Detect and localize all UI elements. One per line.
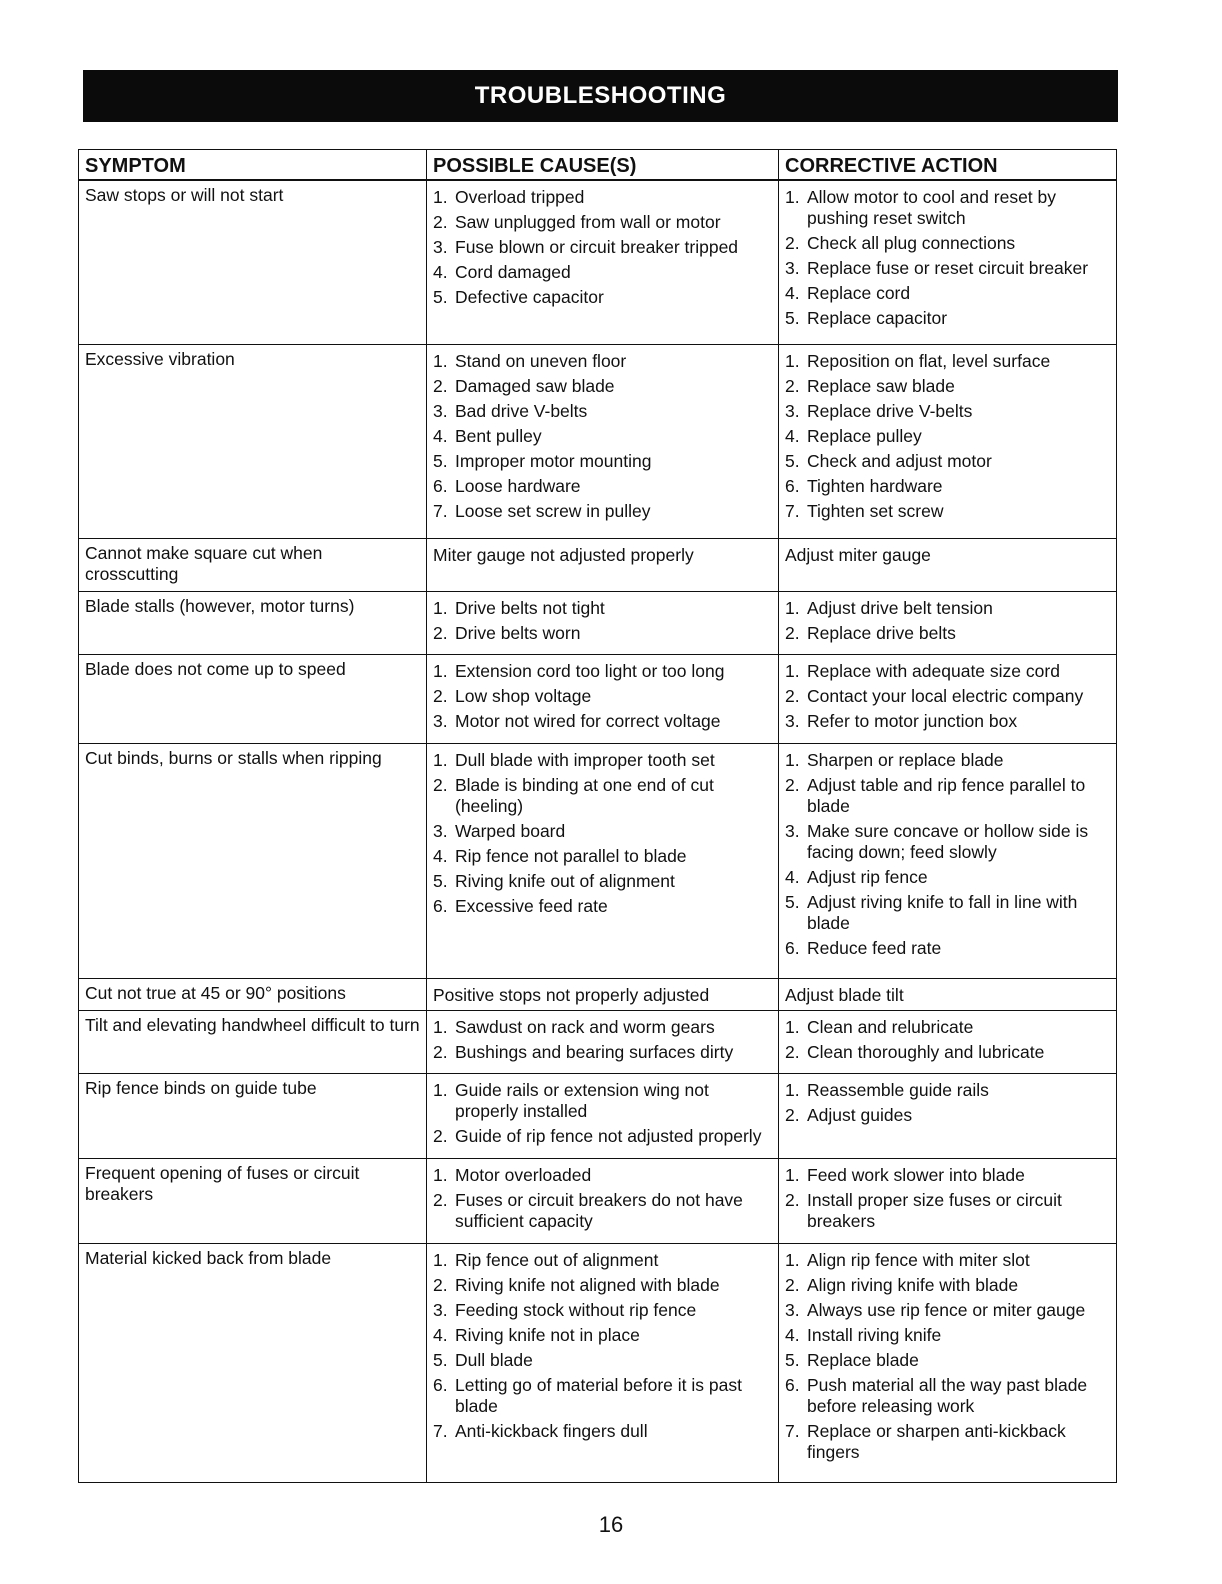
cause-list-item [433, 451, 772, 472]
symptom-cell: Tilt and elevating handwheel difficult to turn [79, 1011, 427, 1074]
cause-cell [427, 978, 779, 1011]
cause-text: Miter gauge not adjusted properly [433, 545, 694, 566]
action-list [785, 750, 1110, 959]
cause-list-item [433, 351, 772, 372]
action-text: Reduce feed rate [807, 938, 942, 959]
cause-list-item [433, 1126, 772, 1147]
symptom-cell: Blade does not come up to speed [79, 654, 427, 743]
action-cell [779, 978, 1117, 1011]
item-number: 2. [785, 1042, 800, 1063]
cause-list-item [433, 1421, 772, 1442]
cause-text: Dull blade [455, 1350, 533, 1371]
item-number: 1. [785, 660, 800, 681]
action-text: Tighten hardware [807, 475, 943, 496]
page-number: 16 [598, 1512, 624, 1537]
item-number: 4. [433, 262, 448, 282]
cause-list-item [433, 1275, 772, 1296]
item-number: 3. [785, 710, 800, 731]
action-text: Always use rip fence or miter gauge [807, 1300, 1086, 1321]
item-number: 4. [785, 867, 800, 888]
action-text: Adjust table and rip fence parallel to blade [807, 775, 1086, 817]
symptom-cell: Saw stops or will not start [79, 180, 427, 344]
action-text: Adjust rip fence [807, 867, 928, 888]
action-cell [779, 1244, 1117, 1483]
item-number: 2. [433, 1190, 448, 1211]
table-row [79, 1011, 1117, 1074]
cause-list-item [433, 711, 772, 732]
item-number: 2. [433, 375, 448, 396]
symptom-cell: Frequent opening of fuses or circuit breakers [79, 1159, 427, 1244]
action-text: Push material all the way past blade before releasing work [807, 1375, 1088, 1417]
action-text: Replace blade [807, 1350, 919, 1371]
item-number: 2. [433, 775, 448, 796]
cause-list-item [433, 262, 772, 283]
action-list-item [785, 938, 1110, 959]
cause-text: Riving knife not in place [455, 1325, 640, 1346]
cause-text: Drive belts worn [455, 622, 581, 643]
action-text: Refer to motor junction box [807, 710, 1018, 731]
cause-cell [427, 180, 779, 344]
cause-text: Extension cord too light or too long [455, 660, 725, 681]
action-list-item [785, 1017, 1110, 1038]
action-text: Check all plug connections [807, 233, 1016, 253]
action-list [785, 1250, 1110, 1463]
cause-list-item [433, 237, 772, 258]
cause-list [433, 598, 772, 644]
item-number: 2. [785, 375, 800, 396]
item-number: 1. [785, 187, 800, 207]
table-body [79, 180, 1117, 1483]
item-number: 6. [785, 475, 800, 496]
item-number: 3. [433, 1300, 448, 1321]
item-number: 2. [785, 1105, 800, 1126]
table-row [79, 1244, 1117, 1483]
cause-list-item [433, 686, 772, 707]
cause-list [433, 187, 772, 308]
cause-list [433, 661, 772, 732]
action-text: Reassemble guide rails [807, 1080, 989, 1101]
action-list [785, 351, 1110, 522]
action-list-item [785, 1250, 1110, 1271]
item-number: 1. [785, 1250, 800, 1271]
item-number: 1. [785, 597, 800, 618]
item-number: 2. [785, 1190, 800, 1211]
action-text: Tighten set screw [807, 500, 944, 521]
cause-text: Defective capacitor [455, 287, 604, 307]
table-row [79, 978, 1117, 1011]
table-row [79, 591, 1117, 654]
table-row [79, 344, 1117, 538]
cause-text: Fuse blown or circuit breaker tripped [455, 237, 739, 257]
cause-list [433, 750, 772, 917]
table-row [79, 180, 1117, 344]
action-cell [779, 539, 1117, 592]
cause-list-item [433, 1375, 772, 1417]
cause-text: Rip fence not parallel to blade [455, 846, 687, 867]
symptom-cell: Cut binds, burns or stalls when ripping [79, 744, 427, 978]
cause-list [433, 1017, 772, 1063]
action-text: Replace cord [807, 283, 911, 303]
cause-text: Anti-kickback fingers dull [455, 1421, 648, 1442]
action-list [785, 1080, 1110, 1126]
action-text: Replace with adequate size cord [807, 660, 1060, 681]
cause-text: Drive belts not tight [455, 597, 605, 618]
cause-cell [427, 654, 779, 743]
action-cell [779, 1074, 1117, 1159]
item-number: 4. [433, 846, 448, 867]
cause-text: Riving knife not aligned with blade [455, 1275, 720, 1296]
item-number: 5. [785, 1350, 800, 1371]
cause-text: Overload tripped [455, 187, 585, 207]
item-number: 1. [433, 660, 448, 681]
action-text: Sharpen or replace blade [807, 750, 1004, 771]
action-text: Align rip fence with miter slot [807, 1250, 1030, 1271]
cause-list-item [433, 821, 772, 842]
action-list-item [785, 1042, 1110, 1063]
action-list-item [785, 1080, 1110, 1101]
cause-list-item [433, 187, 772, 208]
item-number: 1. [433, 1250, 448, 1271]
action-text: Replace drive V-belts [807, 400, 973, 421]
cause-text: Loose set screw in pulley [455, 500, 651, 521]
table-header-row [79, 150, 1117, 181]
action-list-item [785, 623, 1110, 644]
item-number: 3. [785, 821, 800, 842]
action-cell [779, 591, 1117, 654]
table-row [79, 539, 1117, 592]
action-list-item [785, 351, 1110, 372]
action-text: Adjust riving knife to fall in line with blade [807, 892, 1078, 934]
cause-text: Loose hardware [455, 475, 581, 496]
item-number: 6. [433, 475, 448, 496]
item-number: 1. [785, 1080, 800, 1101]
item-number: 2. [785, 622, 800, 643]
cause-list [433, 351, 772, 522]
action-list-item [785, 451, 1110, 472]
item-number: 2. [433, 622, 448, 643]
item-number: 2. [433, 1126, 448, 1147]
action-list-item [785, 1350, 1110, 1371]
item-number: 4. [785, 425, 800, 446]
action-cell [779, 1159, 1117, 1244]
action-text: Make sure concave or hollow side is facing down; feed slowly [807, 821, 1089, 863]
cause-text: Riving knife out of alignment [455, 871, 675, 892]
action-list-item [785, 401, 1110, 422]
action-list-item [785, 892, 1110, 934]
item-number: 1. [433, 187, 448, 207]
symptom-cell: Excessive vibration [79, 344, 427, 538]
troubleshooting-table [78, 149, 1117, 1483]
cause-list-item [433, 1165, 772, 1186]
cause-list-item [433, 212, 772, 233]
cause-text: Motor not wired for correct voltage [455, 710, 721, 731]
cause-text: Rip fence out of alignment [455, 1250, 659, 1271]
cause-text: Bad drive V-belts [455, 400, 588, 421]
cause-list-item [433, 846, 772, 867]
action-text: Contact your local electric company [807, 685, 1084, 706]
action-cell [779, 180, 1117, 344]
item-number: 5. [433, 1350, 448, 1371]
cause-list-item [433, 750, 772, 771]
action-list-item [785, 711, 1110, 732]
item-number: 2. [785, 233, 800, 253]
table-row [79, 1074, 1117, 1159]
action-text: Adjust guides [807, 1105, 913, 1126]
cause-list-item [433, 287, 772, 308]
item-number: 1. [433, 1165, 448, 1186]
action-list [785, 598, 1110, 644]
action-text: Align riving knife with blade [807, 1275, 1019, 1296]
symptom-cell: Cut not true at 45 or 90° positions [79, 978, 427, 1011]
cause-list [433, 1250, 772, 1442]
item-number: 7. [433, 500, 448, 521]
action-list [785, 187, 1110, 329]
cause-list [433, 1080, 772, 1147]
cause-list-item [433, 376, 772, 397]
item-number: 1. [433, 597, 448, 618]
action-list-item [785, 1421, 1110, 1463]
cause-list-item [433, 775, 772, 817]
cause-text: Stand on uneven floor [455, 350, 627, 371]
cause-list [433, 1165, 772, 1232]
action-text: Feed work slower into blade [807, 1165, 1025, 1186]
item-number: 4. [785, 1325, 800, 1346]
cause-text: Feeding stock without rip fence [455, 1300, 697, 1321]
cause-text: Warped board [455, 821, 566, 842]
cause-list-item [433, 1042, 772, 1063]
action-list-item [785, 775, 1110, 817]
item-number: 3. [433, 821, 448, 842]
action-cell [779, 744, 1117, 978]
item-number: 5. [433, 450, 448, 471]
item-number: 6. [433, 896, 448, 917]
action-cell [779, 344, 1117, 538]
action-text: Adjust blade tilt [785, 984, 904, 1005]
action-list [785, 1017, 1110, 1063]
cause-cell [427, 591, 779, 654]
action-list-item [785, 376, 1110, 397]
cause-cell [427, 1159, 779, 1244]
action-list-item [785, 187, 1110, 229]
item-number: 3. [785, 400, 800, 421]
action-text: Replace saw blade [807, 375, 955, 396]
item-number: 7. [785, 1421, 800, 1442]
item-number: 2. [785, 1275, 800, 1296]
cause-list-item [433, 1350, 772, 1371]
action-list-item [785, 686, 1110, 707]
action-list-item [785, 1165, 1110, 1186]
table-row [79, 1159, 1117, 1244]
action-text: Replace pulley [807, 425, 922, 446]
cause-list-item [433, 401, 772, 422]
symptom-cell: Cannot make square cut when crosscutting [79, 539, 427, 592]
action-list-item [785, 750, 1110, 771]
cause-cell [427, 1011, 779, 1074]
item-number: 5. [433, 287, 448, 307]
action-list-item [785, 476, 1110, 497]
item-number: 3. [433, 237, 448, 257]
item-number: 2. [785, 775, 800, 796]
action-text: Check and adjust motor [807, 450, 992, 471]
cause-list-item [433, 1190, 772, 1232]
action-text: Replace or sharpen anti-kickback fingers [807, 1421, 1066, 1463]
action-list-item [785, 1190, 1110, 1232]
cause-list-item [433, 871, 772, 892]
item-number: 2. [433, 1042, 448, 1063]
item-number: 1. [785, 1165, 800, 1186]
cause-cell [427, 1074, 779, 1159]
item-number: 2. [433, 1275, 448, 1296]
action-list-item [785, 661, 1110, 682]
cause-text: Cord damaged [455, 262, 571, 282]
cause-text: Dull blade with improper tooth set [455, 750, 715, 771]
cause-list-item [433, 426, 772, 447]
action-text: Clean thoroughly and lubricate [807, 1042, 1045, 1063]
symptom-cell: Blade stalls (however, motor turns) [79, 591, 427, 654]
cause-list-item [433, 1300, 772, 1321]
item-number: 1. [433, 1017, 448, 1038]
action-text: Clean and relubricate [807, 1017, 974, 1038]
table-row [79, 744, 1117, 978]
action-text: Install proper size fuses or circuit breakers [807, 1190, 1062, 1232]
cause-list-item [433, 501, 772, 522]
action-list-item [785, 1375, 1110, 1417]
cause-text: Bent pulley [455, 425, 542, 446]
item-number: 4. [785, 283, 800, 303]
item-number: 4. [433, 425, 448, 446]
action-list-item [785, 598, 1110, 619]
item-number: 1. [433, 1080, 448, 1101]
item-number: 6. [785, 1375, 800, 1396]
action-list-item [785, 1275, 1110, 1296]
action-list-item [785, 867, 1110, 888]
cause-cell [427, 344, 779, 538]
cause-text: Low shop voltage [455, 685, 592, 706]
action-text: Allow motor to cool and reset by pushing reset switch [807, 187, 1057, 228]
item-number: 7. [785, 500, 800, 521]
cause-text: Guide of rip fence not adjusted properly [455, 1126, 762, 1147]
item-number: 4. [433, 1325, 448, 1346]
action-text: Adjust drive belt tension [807, 597, 993, 618]
action-list-item [785, 308, 1110, 329]
action-cell [779, 1011, 1117, 1074]
cause-cell [427, 539, 779, 592]
item-number: 1. [785, 1017, 800, 1038]
cause-list-item [433, 623, 772, 644]
cause-text: Bushings and bearing surfaces dirty [455, 1042, 734, 1063]
cause-text: Letting go of material before it is past blade [455, 1375, 742, 1417]
cause-list-item [433, 1080, 772, 1122]
action-list [785, 1165, 1110, 1232]
action-list [785, 661, 1110, 732]
action-text: Adjust miter gauge [785, 545, 931, 566]
action-text: Replace fuse or reset circuit breaker [807, 258, 1089, 278]
cause-text: Excessive feed rate [455, 896, 608, 917]
cause-list-item [433, 1017, 772, 1038]
cause-text: Damaged saw blade [455, 375, 615, 396]
cause-list-item [433, 1250, 772, 1271]
item-number: 3. [433, 710, 448, 731]
action-list-item [785, 821, 1110, 863]
action-list-item [785, 258, 1110, 279]
item-number: 6. [785, 938, 800, 959]
action-text: Replace drive belts [807, 622, 956, 643]
action-cell [779, 654, 1117, 743]
cause-cell [427, 744, 779, 978]
cause-text: Motor overloaded [455, 1165, 592, 1186]
action-text: Reposition on flat, level surface [807, 350, 1051, 371]
item-number: 5. [785, 450, 800, 471]
cause-list-item [433, 896, 772, 917]
item-number: 1. [785, 350, 800, 371]
item-number: 3. [785, 1300, 800, 1321]
header-symptom: SYMPTOM [79, 150, 427, 181]
cause-list-item [433, 598, 772, 619]
item-number: 2. [433, 685, 448, 706]
table-row [79, 654, 1117, 743]
item-number: 5. [785, 892, 800, 913]
symptom-cell: Rip fence binds on guide tube [79, 1074, 427, 1159]
cause-text: Guide rails or extension wing not properly installed [455, 1080, 709, 1122]
item-number: 5. [785, 308, 800, 328]
action-list-item [785, 501, 1110, 522]
cause-text: Sawdust on rack and worm gears [455, 1017, 715, 1038]
cause-list-item [433, 476, 772, 497]
cause-text: Fuses or circuit breakers do not have sufficient capacity [455, 1190, 743, 1232]
item-number: 1. [785, 750, 800, 771]
item-number: 2. [785, 685, 800, 706]
item-number: 5. [433, 871, 448, 892]
item-number: 6. [433, 1375, 448, 1396]
item-number: 3. [433, 400, 448, 421]
action-list-item [785, 283, 1110, 304]
action-text: Replace capacitor [807, 308, 948, 328]
action-list-item [785, 233, 1110, 254]
header-corrective-action: CORRECTIVE ACTION [779, 150, 1117, 181]
cause-text: Blade is binding at one end of cut (heeling) [455, 775, 714, 817]
action-text: Install riving knife [807, 1325, 942, 1346]
symptom-cell: Material kicked back from blade [79, 1244, 427, 1483]
cause-list-item [433, 1325, 772, 1346]
item-number: 1. [433, 350, 448, 371]
cause-list-item [433, 661, 772, 682]
action-list-item [785, 1105, 1110, 1126]
item-number: 7. [433, 1421, 448, 1442]
header-possible-causes: POSSIBLE CAUSE(S) [427, 150, 779, 181]
action-list-item [785, 426, 1110, 447]
cause-text: Positive stops not properly adjusted [433, 984, 710, 1005]
item-number: 1. [433, 750, 448, 771]
action-list-item [785, 1325, 1110, 1346]
action-list-item [785, 1300, 1110, 1321]
cause-cell [427, 1244, 779, 1483]
section-title-banner: TROUBLESHOOTING [83, 70, 1118, 122]
item-number: 2. [433, 212, 448, 232]
cause-text: Saw unplugged from wall or motor [455, 212, 721, 232]
item-number: 3. [785, 258, 800, 278]
cause-text: Improper motor mounting [455, 450, 652, 471]
